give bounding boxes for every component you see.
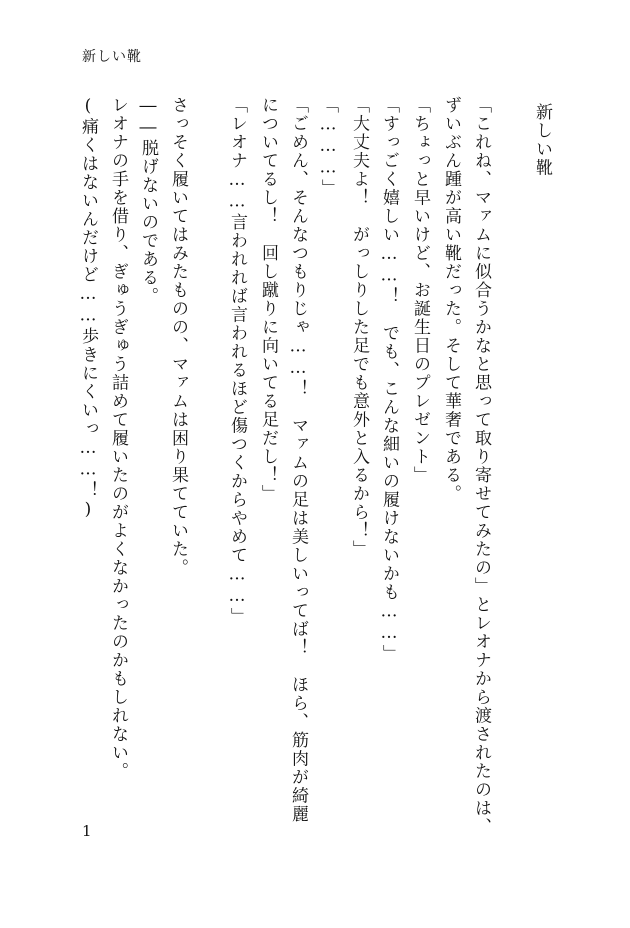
text-line: さっそく履いてはみたものの、マァムは困り果てていた。 [168, 96, 188, 577]
text-line: 「これね、マァムに似合うかなと思って取り寄せてみたの」とレオナから渡されたのは、 [471, 96, 491, 836]
text-line: についてるし！ 回し蹴りに向いてる足だし！」 [258, 96, 278, 503]
text-line: レオナの手を借り、ぎゅうぎゅう詰めて履いたのがよくなかったのかもしれない。 [108, 96, 128, 781]
text-line: 「レオナ……言われれば言われるほど傷つくからやめて……」 [227, 96, 247, 626]
text-line: 「………」 [318, 96, 338, 198]
page-number: 1 [82, 822, 92, 840]
text-line: 「大丈夫よ！ がっしりした足でも意外と入るから！」 [349, 96, 369, 559]
text-line: 「すっごく嬉しい……！ でも、こんな細いの履けないかも……」 [379, 96, 399, 663]
text-line: 「ごめん、そんなつもりじゃ……！ マァムの足は美しいってば！ ほら、筋肉が綺麗 [288, 96, 308, 824]
text-line: 「ちょっと早いけど、お誕生日のプレゼント」 [410, 96, 430, 485]
text-line: (痛くはないんだけど……歩きにくいっ……！) [78, 96, 98, 521]
story-title: 新しい靴 [532, 103, 552, 177]
text-line: ずいぶん踵が高い靴だった。そして華奢である。 [441, 96, 461, 503]
running-header: 新しい靴 [82, 49, 142, 65]
text-line: ――脱げないのである。 [138, 96, 158, 306]
